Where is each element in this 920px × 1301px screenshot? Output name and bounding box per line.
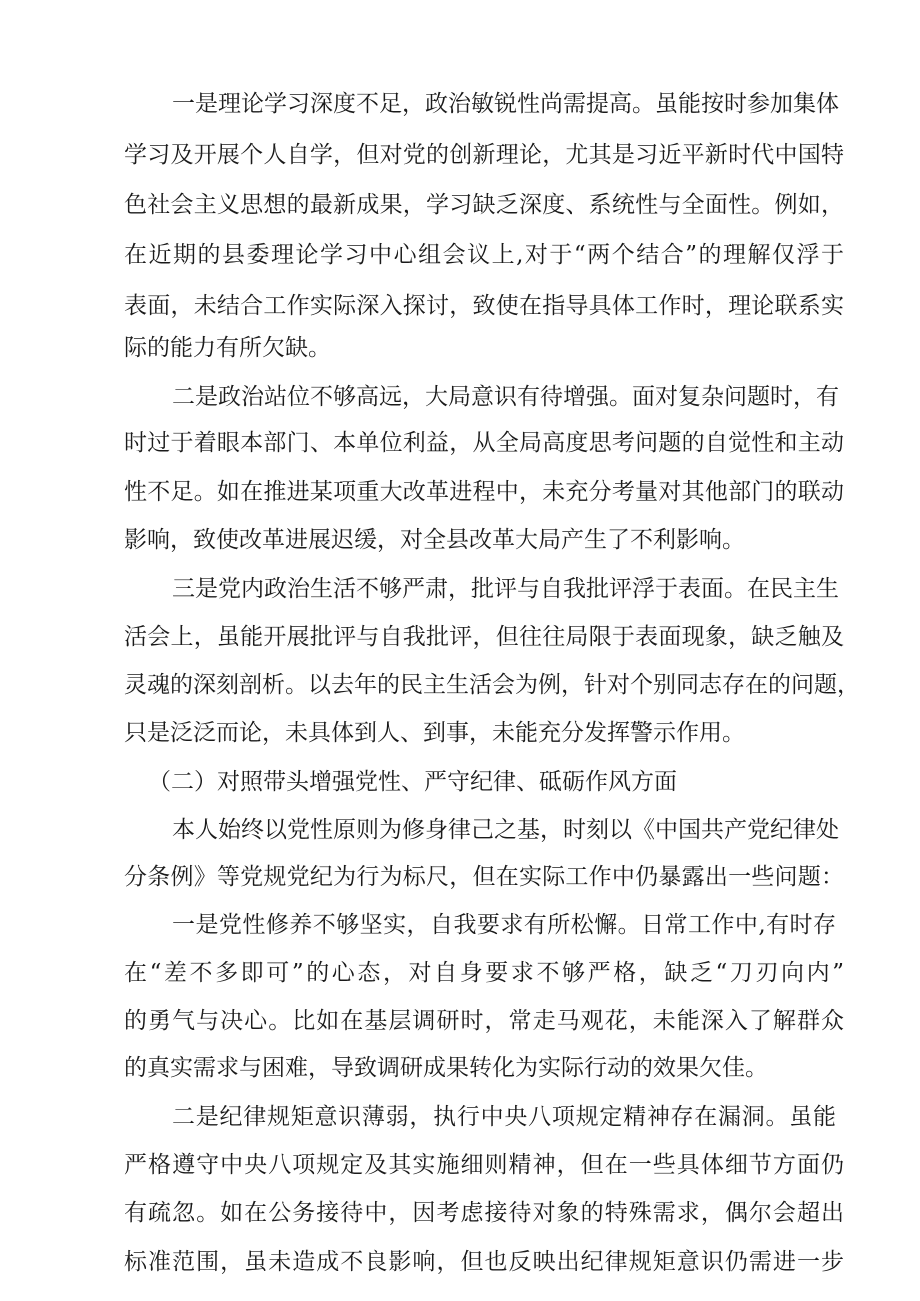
paragraph-line: 分条例》等党规党纪为行为标尺，但在实际工作中仍暴露出一些问题： [124,864,844,890]
paragraph-line: 一是党性修养不够坚实，自我要求有所松懈。日常工作中,有时存 [172,912,836,938]
paragraph-line: 性不足。如在推进某项重大改革进程中，未充分考量对其他部门的联动 [124,479,844,505]
paragraph-line: 在“差不多即可”的心态，对自身要求不够严格，缺乏“刀刃向内” [124,960,844,986]
paragraph-line: 二是纪律规矩意识薄弱，执行中央八项规定精神存在漏洞。虽能 [172,1104,836,1130]
paragraph-line: 三是党内政治生活不够严肃，批评与自我批评浮于表面。在民主生 [172,576,839,602]
paragraph-line: 际的能力有所欠缺。 [124,335,331,361]
paragraph-line: 二是政治站位不够高远，大局意识有待增强。面对复杂问题时，有 [172,384,839,410]
paragraph-line: 色社会主义思想的最新成果，学习缺乏深度、系统性与全面性。例如， [124,192,844,218]
paragraph-line: 严格遵守中央八项规定及其实施细则精神，但在一些具体细节方面仍 [124,1152,844,1178]
paragraph-line: 只是泛泛而论，未具体到人、到事，未能充分发挥警示作用。 [124,720,745,746]
paragraph-line: 的勇气与决心。比如在基层调研时，常走马观花，未能深入了解群众 [124,1008,844,1034]
paragraph-line: 一是理论学习深度不足，政治敏锐性尚需提高。虽能按时参加集体 [172,91,839,117]
paragraph-line: 活会上，虽能开展批评与自我批评，但往往局限于表面现象，缺乏触及 [124,624,844,650]
paragraph-line: 灵魂的深刻剖析。以去年的民主生活会为例，针对个别同志存在的问题， [124,672,860,698]
paragraph-line: 学习及开展个人自学，但对党的创新理论，尤其是习近平新时代中国特 [124,142,844,168]
section-heading: （二）对照带头增强党性、严守纪律、砥砺作风方面 [148,769,677,795]
paragraph-line: 在近期的县委理论学习中心组会议上,对于“两个结合”的理解仅浮于 [124,242,844,268]
paragraph-line: 影响，致使改革进展迟缓，对全县改革大局产生了不利影响。 [124,527,745,553]
paragraph-line: 标准范围，虽未造成不良影响，但也反映出纪律规矩意识仍需进一步 [124,1249,844,1275]
paragraph-line: 的真实需求与困难，导致调研成果转化为实际行动的效果欠佳。 [124,1055,768,1081]
paragraph-line: 时过于着眼本部门、本单位利益，从全局高度思考问题的自觉性和主动 [124,430,844,456]
paragraph-line: 有疏忽。如在公务接待中，因考虑接待对象的特殊需求，偶尔会超出 [124,1200,844,1226]
paragraph-line: 本人始终以党性原则为修身律己之基，时刻以《中国共产党纪律处 [172,817,839,843]
paragraph-line: 表面，未结合工作实际深入探讨，致使在指导具体工作时，理论联系实 [124,293,844,319]
